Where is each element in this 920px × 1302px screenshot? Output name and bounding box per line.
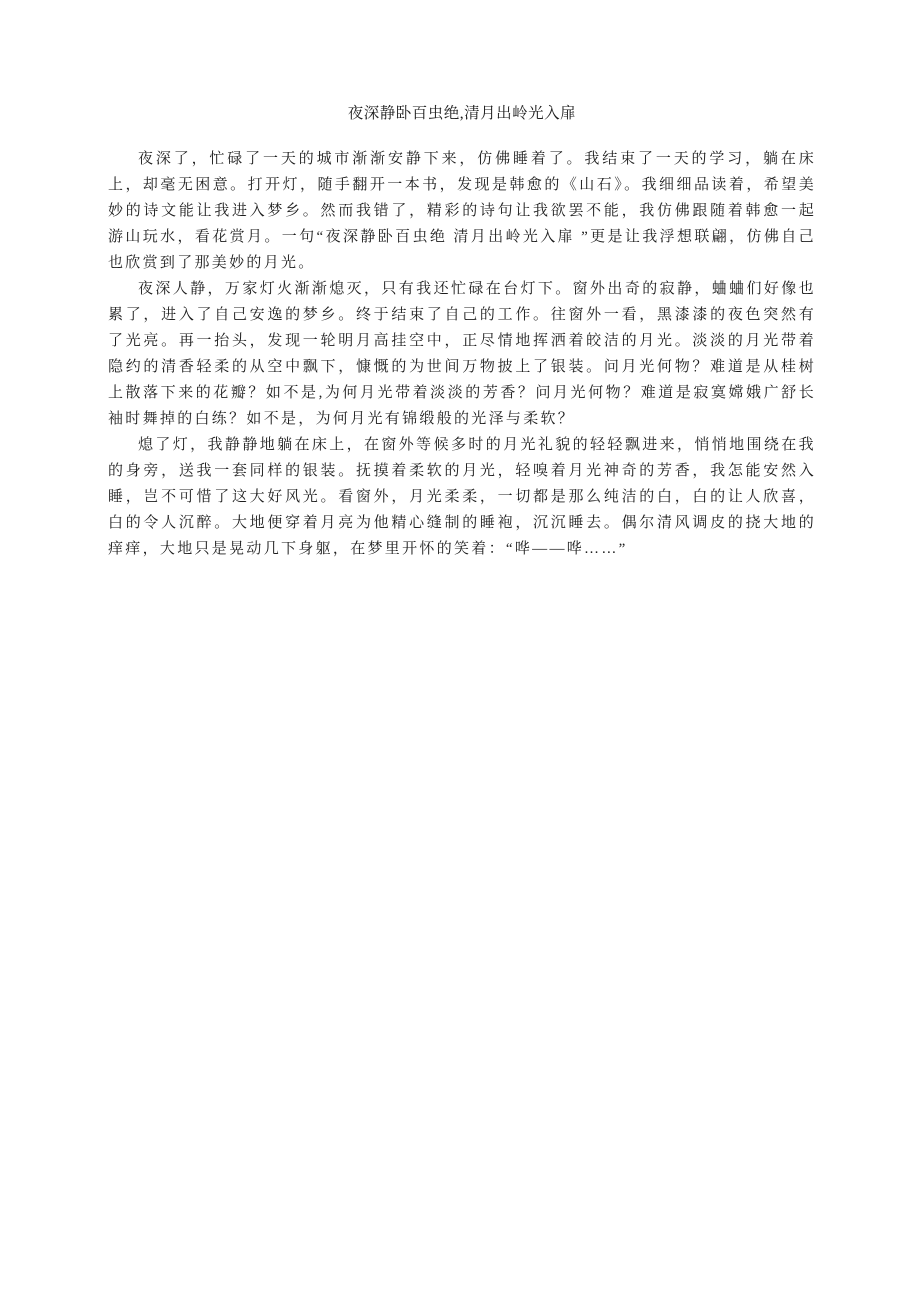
essay-paragraph-1: 夜深了，忙碌了一天的城市渐渐安静下来，仿佛睡着了。我结束了一天的学习，躺在床上，却毫无困意。打开灯，随手翻开一本书，发现是韩愈的《山石》。我细细品读着，希望美妙的诗文能让我进入梦乡。然而我错了，精彩的诗句让我欲罢不能，我仿佛跟随着韩愈一起游山玩水，看花赏月。一句“夜深静卧百虫绝 清月出岭光入扉 ”更是让我浮想联翩，仿佛自己也欣赏到了那美妙的月光。 xyxy=(108,151,816,271)
essay-paragraph-2: 夜深人静，万家灯火渐渐熄灭，只有我还忙碌在台灯下。窗外出奇的寂静，蛐蛐们好像也累了，进入了自己安逸的梦乡。终于结束了自己的工作。往窗外一看，黑漆漆的夜色突然有了光亮。再一抬头，发现一轮明月高挂空中，正尽情地挥洒着皎洁的月光。淡淡的月光带着隐约的清香轻柔的从空中飘下，慷慨的为世间万物披上了银装。问月光何物？难道是从桂树上散落下来的花瓣？如不是,为何月光带着淡淡的芳香？问月光何物？难道是寂寞嫦娥广舒长袖时舞掉的白练？如不是，为何月光有锦缎般的光泽与柔软？ xyxy=(108,281,816,427)
essay-paragraph-3: 熄了灯，我静静地躺在床上，在窗外等候多时的月光礼貌的轻轻飘进来，悄悄地围绕在我的身旁，送我一套同样的银装。抚摸着柔软的月光，轻嗅着月光神奇的芳香，我怎能安然入睡，岂不可惜了这大好风光。看窗外，月光柔柔，一切都是那么纯洁的白，白的让人欣喜，白的令人沉醉。大地便穿着月亮为他精心缝制的睡袍，沉沉睡去。偶尔清风调皮的挠大地的痒痒，大地只是晃动几下身躯，在梦里开怀的笑着：“哗——哗……” xyxy=(108,437,816,557)
essay-title: 夜深静卧百虫绝,清月出岭光入扉 xyxy=(347,105,577,122)
